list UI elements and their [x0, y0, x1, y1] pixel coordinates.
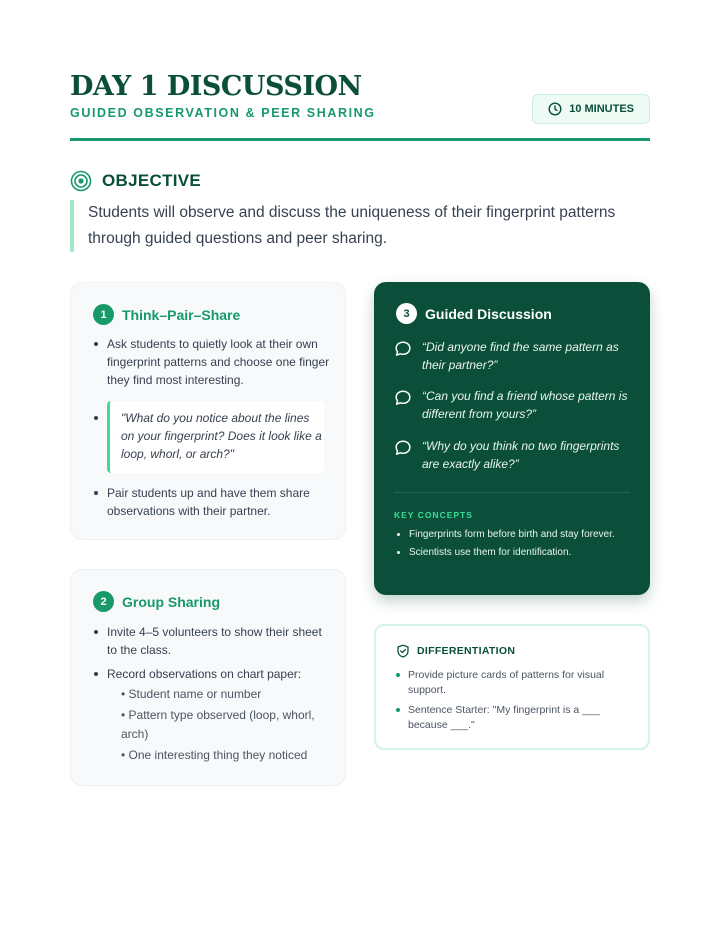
- sub-list-item: • Pattern type observed (loop, whorl, arch): [121, 708, 315, 741]
- divider: [394, 492, 630, 493]
- discussion-question: [394, 387, 634, 423]
- sub-list: [121, 685, 331, 767]
- group-sharing-card: [70, 569, 346, 786]
- time-label: 10 MINUTES: [569, 103, 634, 115]
- shield-check-icon: [396, 644, 410, 658]
- step-list: [93, 623, 333, 683]
- key-concept-item: Scientists use them for identification.: [394, 546, 630, 560]
- step-list: [93, 335, 333, 389]
- differentiation-item: Sentence Starter: "My fingerprint is a ___ because ___.": [396, 703, 632, 733]
- speech-bubble-icon: [394, 389, 412, 407]
- differentiation-item: Provide picture cards of patterns for visual support.: [396, 668, 632, 698]
- sub-list-item: • Student name or number: [121, 687, 262, 701]
- discussion-question: [394, 437, 634, 473]
- list-item: Invite 4–5 volunteers to show their sheet to the class.: [93, 623, 333, 659]
- objective-heading: [70, 170, 201, 192]
- question-text: “Did anyone find the same pattern as their partner?”: [422, 340, 619, 372]
- time-badge: [532, 94, 650, 124]
- discussion-question: [394, 338, 634, 374]
- objective-title: OBJECTIVE: [102, 171, 202, 190]
- card-title: Think–Pair–Share: [122, 306, 241, 323]
- step-list: [93, 484, 333, 520]
- sub-list-item: • One interesting thing they noticed: [121, 748, 308, 762]
- prompt-quote: "What do you notice about the lines on your fingerprint? Does it look like a loop, whorl, or arch?": [107, 401, 324, 473]
- key-concept-item: Fingerprints form before birth and stay forever.: [394, 528, 630, 542]
- target-icon: [70, 170, 92, 192]
- card-heading: [93, 304, 240, 325]
- list-item: Pair students up and have them share observations with their partner.: [93, 484, 333, 520]
- step-number-badge: 3: [396, 303, 417, 324]
- clock-icon: [548, 102, 562, 116]
- differentiation-heading: [396, 644, 515, 658]
- differentiation-title: DIFFERENTIATION: [417, 645, 516, 657]
- key-concepts-list: [394, 528, 630, 564]
- step-number-badge: 1: [93, 304, 114, 325]
- step-number-badge: 2: [93, 591, 114, 612]
- differentiation-card: [374, 624, 650, 750]
- guided-discussion-card: [374, 282, 650, 595]
- card-title: Group Sharing: [122, 593, 220, 610]
- differentiation-list: [396, 668, 632, 738]
- speech-bubble-icon: [394, 439, 412, 457]
- list-item: Record observations on chart paper:: [93, 665, 333, 683]
- card-heading: [396, 303, 552, 324]
- key-concepts-title: KEY CONCEPTS: [394, 510, 473, 520]
- objective-text: Students will observe and discuss the uniqueness of their fingerprint patterns through guided questions and peer sharing.: [70, 200, 660, 252]
- page-title: DAY 1 DISCUSSION: [70, 71, 362, 102]
- question-text: “Why do you think no two fingerprints are exactly alike?”: [422, 439, 620, 471]
- card-title: Guided Discussion: [425, 305, 552, 322]
- header-divider: [70, 138, 650, 141]
- bullet: [94, 416, 98, 420]
- question-text: “Can you find a friend whose pattern is different from yours?”: [422, 389, 628, 421]
- page-header: [70, 70, 650, 120]
- think-pair-share-card: [70, 282, 346, 540]
- speech-bubble-icon: [394, 340, 412, 358]
- page-subtitle: GUIDED OBSERVATION & PEER SHARING: [70, 106, 376, 120]
- list-item: Ask students to quietly look at their own fingerprint patterns and choose one finger they find most interesting.: [93, 335, 333, 389]
- card-heading: [93, 591, 220, 612]
